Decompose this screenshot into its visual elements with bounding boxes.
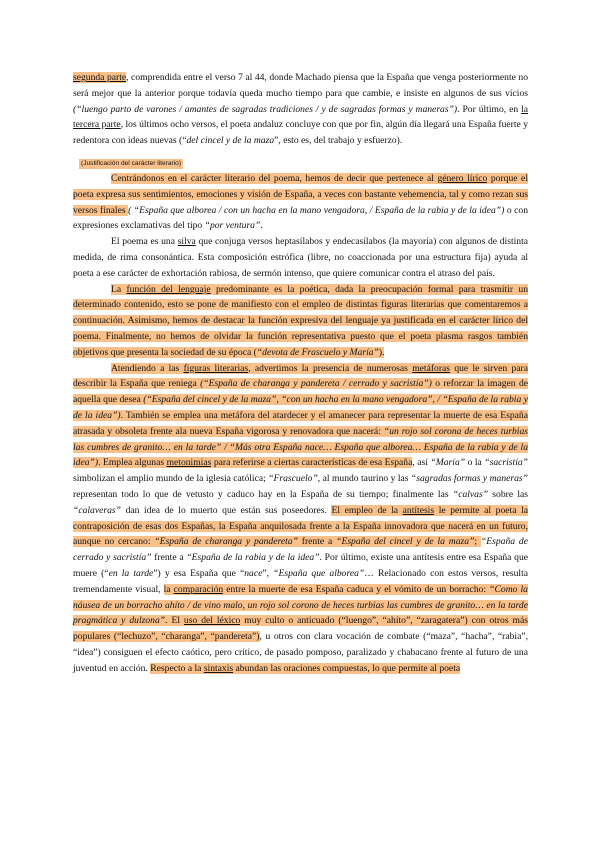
paragraph-literary-character [73,171,528,234]
text-run: , así [412,457,431,469]
text-run: . [120,409,126,421]
text-run: , al mundo taurino y las [317,473,411,485]
text-run: ”, [262,567,274,579]
text-run: representan todo lo que de vetusto y caduco hay en la España de su tiempo; finalmente las [73,488,453,500]
text-run: . [165,615,172,627]
section-tag: (Justificación del carácter literario) [81,159,182,167]
text-run: “España de charanga y pandereta” [154,536,298,548]
text-run: También se emplea una metáfora del atardecer y el amanecer para representar la muerte de esa España atrasada y obsoleta frente ala nueva España vigorosa y renovadora que nacerá: [73,409,528,437]
text-run: Centrándonos en el carácter literario del poema, hemos de decir que pertenece al [111,172,438,184]
text-run: “sagradas formas y maneras” [410,473,528,485]
text-run: “calaveras” [73,504,121,516]
text-run: . Por último, existe una antítesis entre esa España que muere (“ [73,552,528,579]
text-run: (“luengo parto de varones / amantes de sagradas tradiciones / y de sagradas formas y maneras”) [73,103,458,115]
text-run: metáforas [412,362,451,374]
text-run: silva [177,236,196,248]
text-run: segunda parte [73,72,127,83]
text-run: El poema es una [111,236,178,248]
text-run: frente a [297,536,337,548]
text-run: “devota de Frascuelo y María” [256,346,379,358]
text-run: le permite al poeta la contraposición de esas dos Españas, la España anquilosada frente a la España innovadora que nacerá en un futuro, aunque no cercano: [73,504,528,548]
text-run: “un rojo sol corona de heces turbias las cumbres de granito… en la tarde” / “Más otra España nace… España que alborea… España de la rabia y de la idea”) [73,425,528,469]
text-run: la tercera parte [73,103,529,131]
text-run: frente a [151,552,187,564]
text-run: “Como la náusea de un borracho ahíto / de vino malo, un rojo sol corono de heces turbias las cumbres de granito… en la tarde pragmática y dulzona” [73,583,528,627]
text-run: Emplea algunas [102,457,167,469]
text-run: … Relacionado con estos versos, resulta tremendamente visual, [73,567,528,595]
text-run: El empleo de la [331,504,403,516]
text-run: del cincel y de la maza [186,135,275,147]
document-page [73,70,528,676]
paragraph-language-function [73,282,528,361]
text-run: entre la muerte de esa España caduca y el vómito de un borracho: [223,583,490,595]
text-run: . [98,457,103,469]
text-run: género lírico [437,172,488,184]
text-run: porque el poeta expresa sus sentimientos, emociones y visión de España, a veces con bastante vehemencia, tal y como rezan sus versos finales [73,172,528,216]
text-run: sintaxis [203,662,234,674]
text-run: función del lenguaje [126,283,211,295]
text-run: ”, esto es, del trabajo y esfuerzo). [274,135,403,147]
text-run: “calvas” [452,488,489,500]
text-run: sobre las [488,488,529,500]
paragraph-1 [73,70,528,149]
text-run: abundan las oraciones compuestas, lo que permite al poeta [233,662,461,674]
text-run: ). [378,346,385,358]
paragraph-silva [73,234,528,281]
text-run: , comprendida entre el verso 7 al 44, donde Machado piensa que la España que venga posteriormente no será mejor que la anterior porque todavía queda mucho tiempo para que cambie, e insiste en algunos de sus vicios [73,72,529,99]
text-run: predominante es la poética, dada la preocupación formal para trasmitir un determinado contenido, esto se pone de manifiesto con el empleo de distintas figuras literarias que comentaremos a continuación. Asimismo, hemos de destacar la función expresiva del lenguaje ya justificada en el carácter lírico del poema. Finalmente, no hemos de olvidar la función representativa puesto que el poeta plasma rasgos también objetivos que presenta la sociedad de su época ( [73,283,529,358]
text-run: ; [474,536,481,548]
text-run: “España del cincel y de la maza” [336,536,475,548]
text-run: o reforzar la imagen de aquella que desea [73,378,529,406]
text-run: . Por último, en [457,103,522,115]
text-run: (“España de charanga y pandereta / cerrado y sacristía”) [200,378,432,390]
text-run: Atendiendo a las [111,362,184,374]
text-run: muy culto o anticuado (“luengo”, “ahíto”, “zaragatera”) con otros más populares (“lechuzo”, “charanga”, “pandereta”) [73,615,528,643]
text-run: “por ventura” [204,220,261,232]
text-run: , advertimos la presencia de numerosas [248,362,413,374]
text-run: nace [244,567,263,579]
text-run: Respecto a la [150,662,204,674]
text-run: para referirse a ciertas características de esa España [211,457,413,469]
text-run: o con expresiones exclamativas del tipo [73,204,528,232]
text-run: que le sirven para describir la España que reniega [73,362,528,390]
text-run: “España que alborea” [273,567,365,579]
text-run: ( “España que alborea / con un hacha en la mano vengadora, / España de la rabia y de la idea”) [128,204,505,216]
text-run: La [111,283,127,295]
text-run: . [260,220,263,232]
text-run: El [171,615,184,627]
text-run: “Frascuelo” [268,473,318,485]
text-run: ”) y esa España que “ [153,567,245,579]
text-run: antítesis [402,504,435,516]
text-run: uso del léxico [183,615,241,627]
text-run: dan idea de lo muerto que están sus poseedores. [120,504,332,516]
text-run: o la [465,457,485,469]
text-run: la [163,583,174,595]
text-run: en la tarde [108,567,154,579]
text-run: metonimias [166,457,212,469]
text-run: comparación [173,583,224,595]
text-run: , u otros con clara vocación de combate (“maza”, “hacha”, “rabia”, “idea”) consiguen el efecto caótico, pero crítico, de pasado pomposo, paralizado y chabacano frente al futuro de una juventud en acción. [73,631,529,674]
text-run: simbolizan el amplio mundo de la iglesia católica; [73,473,269,485]
text-run: “María” [430,457,466,469]
text-run: (“España del cincel y de la maza”, “con un hacha en la mano vengadora”, / “España de la rabia y de la idea”) [73,394,528,421]
text-run: que conjuga versos heptasílabos y endecasílabos (la mayoría) con algunos de distinta medida, de rima consonántica. Esta composición estrófica (libre, no coaccionada por una estructura fija) ayuda al poeta a ese carácter de exhortación rabiosa, de sermón intenso, que quiere comunicar contra el atraso del país. [73,236,528,279]
paragraph-literary-figures [73,361,528,677]
text-run: figuras literarias [183,362,249,374]
text-run: , los últimos ocho versos, el poeta andaluz concluye con que por fin, algún día llegará una España fuerte y redentora con ideas nuevas (“ [73,119,528,147]
text-run: “España de cerrado y sacristía” [73,536,528,564]
text-run: “sacristía” [484,457,529,469]
text-run: “España de la rabia y de la idea” [186,552,320,564]
